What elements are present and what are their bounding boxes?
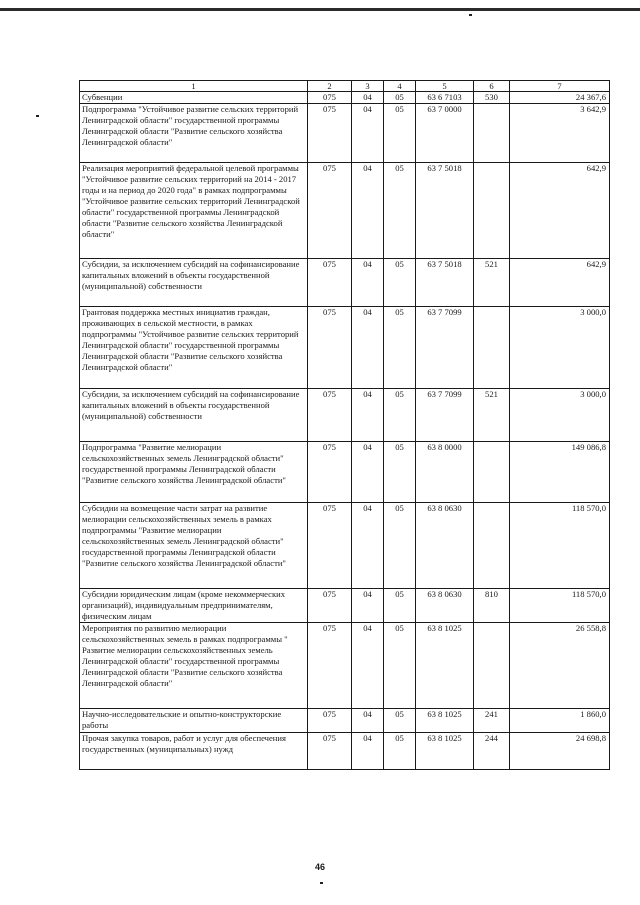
code-cell: 05 [384, 709, 416, 733]
header-cell: 3 [352, 81, 384, 92]
page-number: 46 [314, 862, 325, 872]
row-name: Мероприятия по развитию мелиорации сельскохозяйственных земель в рамках подпрограммы " Развитие мелиорации сельскохозяйственных земель Ленинградской области" государственной программы Ленинградской области "Развитие сельского хозяйства Ленинградской области" [80, 623, 308, 709]
table-row [80, 163, 610, 259]
table-row [80, 104, 610, 163]
row-name: Подпрограмма "Развитие мелиорации сельскохозяйственных земель Ленинградской области" государственной программы Ленинградской области "Развитие сельского хозяйства Ленинградской области" [80, 442, 308, 503]
code-cell: 05 [384, 259, 416, 307]
scan-border-line [0, 8, 640, 11]
code-cell: 04 [352, 307, 384, 389]
amount-cell: 24 698,8 [510, 733, 610, 770]
table-row [80, 442, 610, 503]
row-name: Субсидии юридическим лицам (кроме некоммерческих организаций), индивидуальным предпринимателям, физическим лицам [80, 589, 308, 623]
code-cell: 075 [308, 503, 352, 589]
code-cell: 04 [352, 503, 384, 589]
code-cell: 63 8 1025 [416, 709, 474, 733]
code-cell: 04 [352, 733, 384, 770]
row-name: Субсидии, за исключением субсидий на софинансирование капитальных вложений в объекты государственной (муниципальной) собственности [80, 389, 308, 442]
code-cell: 05 [384, 589, 416, 623]
code-cell: 63 7 5018 [416, 163, 474, 259]
row-name: Субвенции [80, 92, 308, 104]
code-cell: 63 8 0000 [416, 442, 474, 503]
header-cell: 4 [384, 81, 416, 92]
scan-speck [36, 115, 39, 117]
amount-cell: 118 570,0 [510, 503, 610, 589]
amount-cell: 1 860,0 [510, 709, 610, 733]
code-cell [474, 163, 510, 259]
code-cell: 075 [308, 92, 352, 104]
table-row [80, 623, 610, 709]
code-cell: 04 [352, 623, 384, 709]
code-cell [474, 623, 510, 709]
code-cell: 075 [308, 709, 352, 733]
code-cell: 63 8 0630 [416, 589, 474, 623]
amount-cell: 3 000,0 [510, 307, 610, 389]
code-cell [474, 503, 510, 589]
code-cell: 075 [308, 163, 352, 259]
code-cell: 04 [352, 589, 384, 623]
row-name: Научно-исследовательские и опытно-конструкторские работы [80, 709, 308, 733]
code-cell: 075 [308, 623, 352, 709]
code-cell: 05 [384, 503, 416, 589]
code-cell: 521 [474, 389, 510, 442]
amount-cell: 26 558,8 [510, 623, 610, 709]
table-row [80, 709, 610, 733]
code-cell: 63 7 7099 [416, 389, 474, 442]
code-cell: 075 [308, 389, 352, 442]
code-cell: 075 [308, 259, 352, 307]
row-name: Реализация мероприятий федеральной целевой программы "Устойчивое развитие сельских территорий на 2014 - 2017 годы и на период до 2020 года" в рамках подпрограммы "Устойчивое развитие сельских территорий Ленинградской области" государственной программы Ленинградской области "Развитие сельского хозяйства Ленинградской области" [80, 163, 308, 259]
code-cell: 530 [474, 92, 510, 104]
row-name: Прочая закупка товаров, работ и услуг для обеспечения государственных (муниципальных) нужд [80, 733, 308, 770]
code-cell: 241 [474, 709, 510, 733]
scan-speck [469, 14, 472, 16]
code-cell: 05 [384, 104, 416, 163]
code-cell: 04 [352, 163, 384, 259]
code-cell: 05 [384, 733, 416, 770]
code-cell [474, 307, 510, 389]
code-cell: 63 7 7099 [416, 307, 474, 389]
header-cell: 6 [474, 81, 510, 92]
code-cell: 05 [384, 442, 416, 503]
code-cell: 075 [308, 442, 352, 503]
code-cell [474, 104, 510, 163]
amount-cell: 149 086,8 [510, 442, 610, 503]
header-cell: 2 [308, 81, 352, 92]
code-cell: 075 [308, 589, 352, 623]
header-cell: 7 [510, 81, 610, 92]
table-row [80, 259, 610, 307]
header-cell: 5 [416, 81, 474, 92]
row-name: Грантовая поддержка местных инициатив граждан, проживающих в сельской местности, в рамках подпрограммы "Устойчивое развитие сельских территорий Ленинградской области" государственной программы Ленинградской области "Развитие сельского хозяйства Ленинградской области" [80, 307, 308, 389]
code-cell: 810 [474, 589, 510, 623]
code-cell: 05 [384, 389, 416, 442]
code-cell: 05 [384, 307, 416, 389]
code-cell: 04 [352, 104, 384, 163]
amount-cell: 118 570,0 [510, 589, 610, 623]
amount-cell: 3 000,0 [510, 389, 610, 442]
code-cell: 04 [352, 92, 384, 104]
code-cell: 63 7 5018 [416, 259, 474, 307]
row-name: Субсидии на возмещение части затрат на развитие мелиорации сельскохозяйственных земель в рамках подпрограммы "Развитие мелиорации сельскохозяйственных земель Ленинградской области" государственной программы Ленинградской области "Развитие сельского хозяйства Ленинградской области" [80, 503, 308, 589]
amount-cell: 24 367,6 [510, 92, 610, 104]
code-cell: 63 7 0000 [416, 104, 474, 163]
code-cell: 04 [352, 259, 384, 307]
header-cell: 1 [80, 81, 308, 92]
code-cell: 05 [384, 623, 416, 709]
row-name: Подпрограмма "Устойчивое развитие сельских территорий Ленинградской области" государственной программы Ленинградской области "Развитие сельского хозяйства Ленинградской области" [80, 104, 308, 163]
code-cell: 04 [352, 709, 384, 733]
code-cell: 075 [308, 307, 352, 389]
amount-cell: 642,9 [510, 259, 610, 307]
code-cell: 244 [474, 733, 510, 770]
table-row [80, 307, 610, 389]
code-cell: 075 [308, 104, 352, 163]
table-header-row [80, 81, 610, 92]
scan-speck [320, 882, 323, 884]
budget-table [79, 80, 610, 770]
code-cell: 05 [384, 163, 416, 259]
code-cell: 63 8 0630 [416, 503, 474, 589]
table-row [80, 389, 610, 442]
code-cell: 63 8 1025 [416, 623, 474, 709]
code-cell: 63 6 7103 [416, 92, 474, 104]
code-cell: 05 [384, 92, 416, 104]
table-row [80, 92, 610, 104]
code-cell [474, 442, 510, 503]
code-cell: 63 8 1025 [416, 733, 474, 770]
amount-cell: 3 642,9 [510, 104, 610, 163]
table-row [80, 733, 610, 770]
code-cell: 075 [308, 733, 352, 770]
code-cell: 04 [352, 442, 384, 503]
table-row [80, 503, 610, 589]
code-cell: 04 [352, 389, 384, 442]
row-name: Субсидии, за исключением субсидий на софинансирование капитальных вложений в объекты государственной (муниципальной) собственности [80, 259, 308, 307]
code-cell: 521 [474, 259, 510, 307]
amount-cell: 642,9 [510, 163, 610, 259]
table-row [80, 589, 610, 623]
